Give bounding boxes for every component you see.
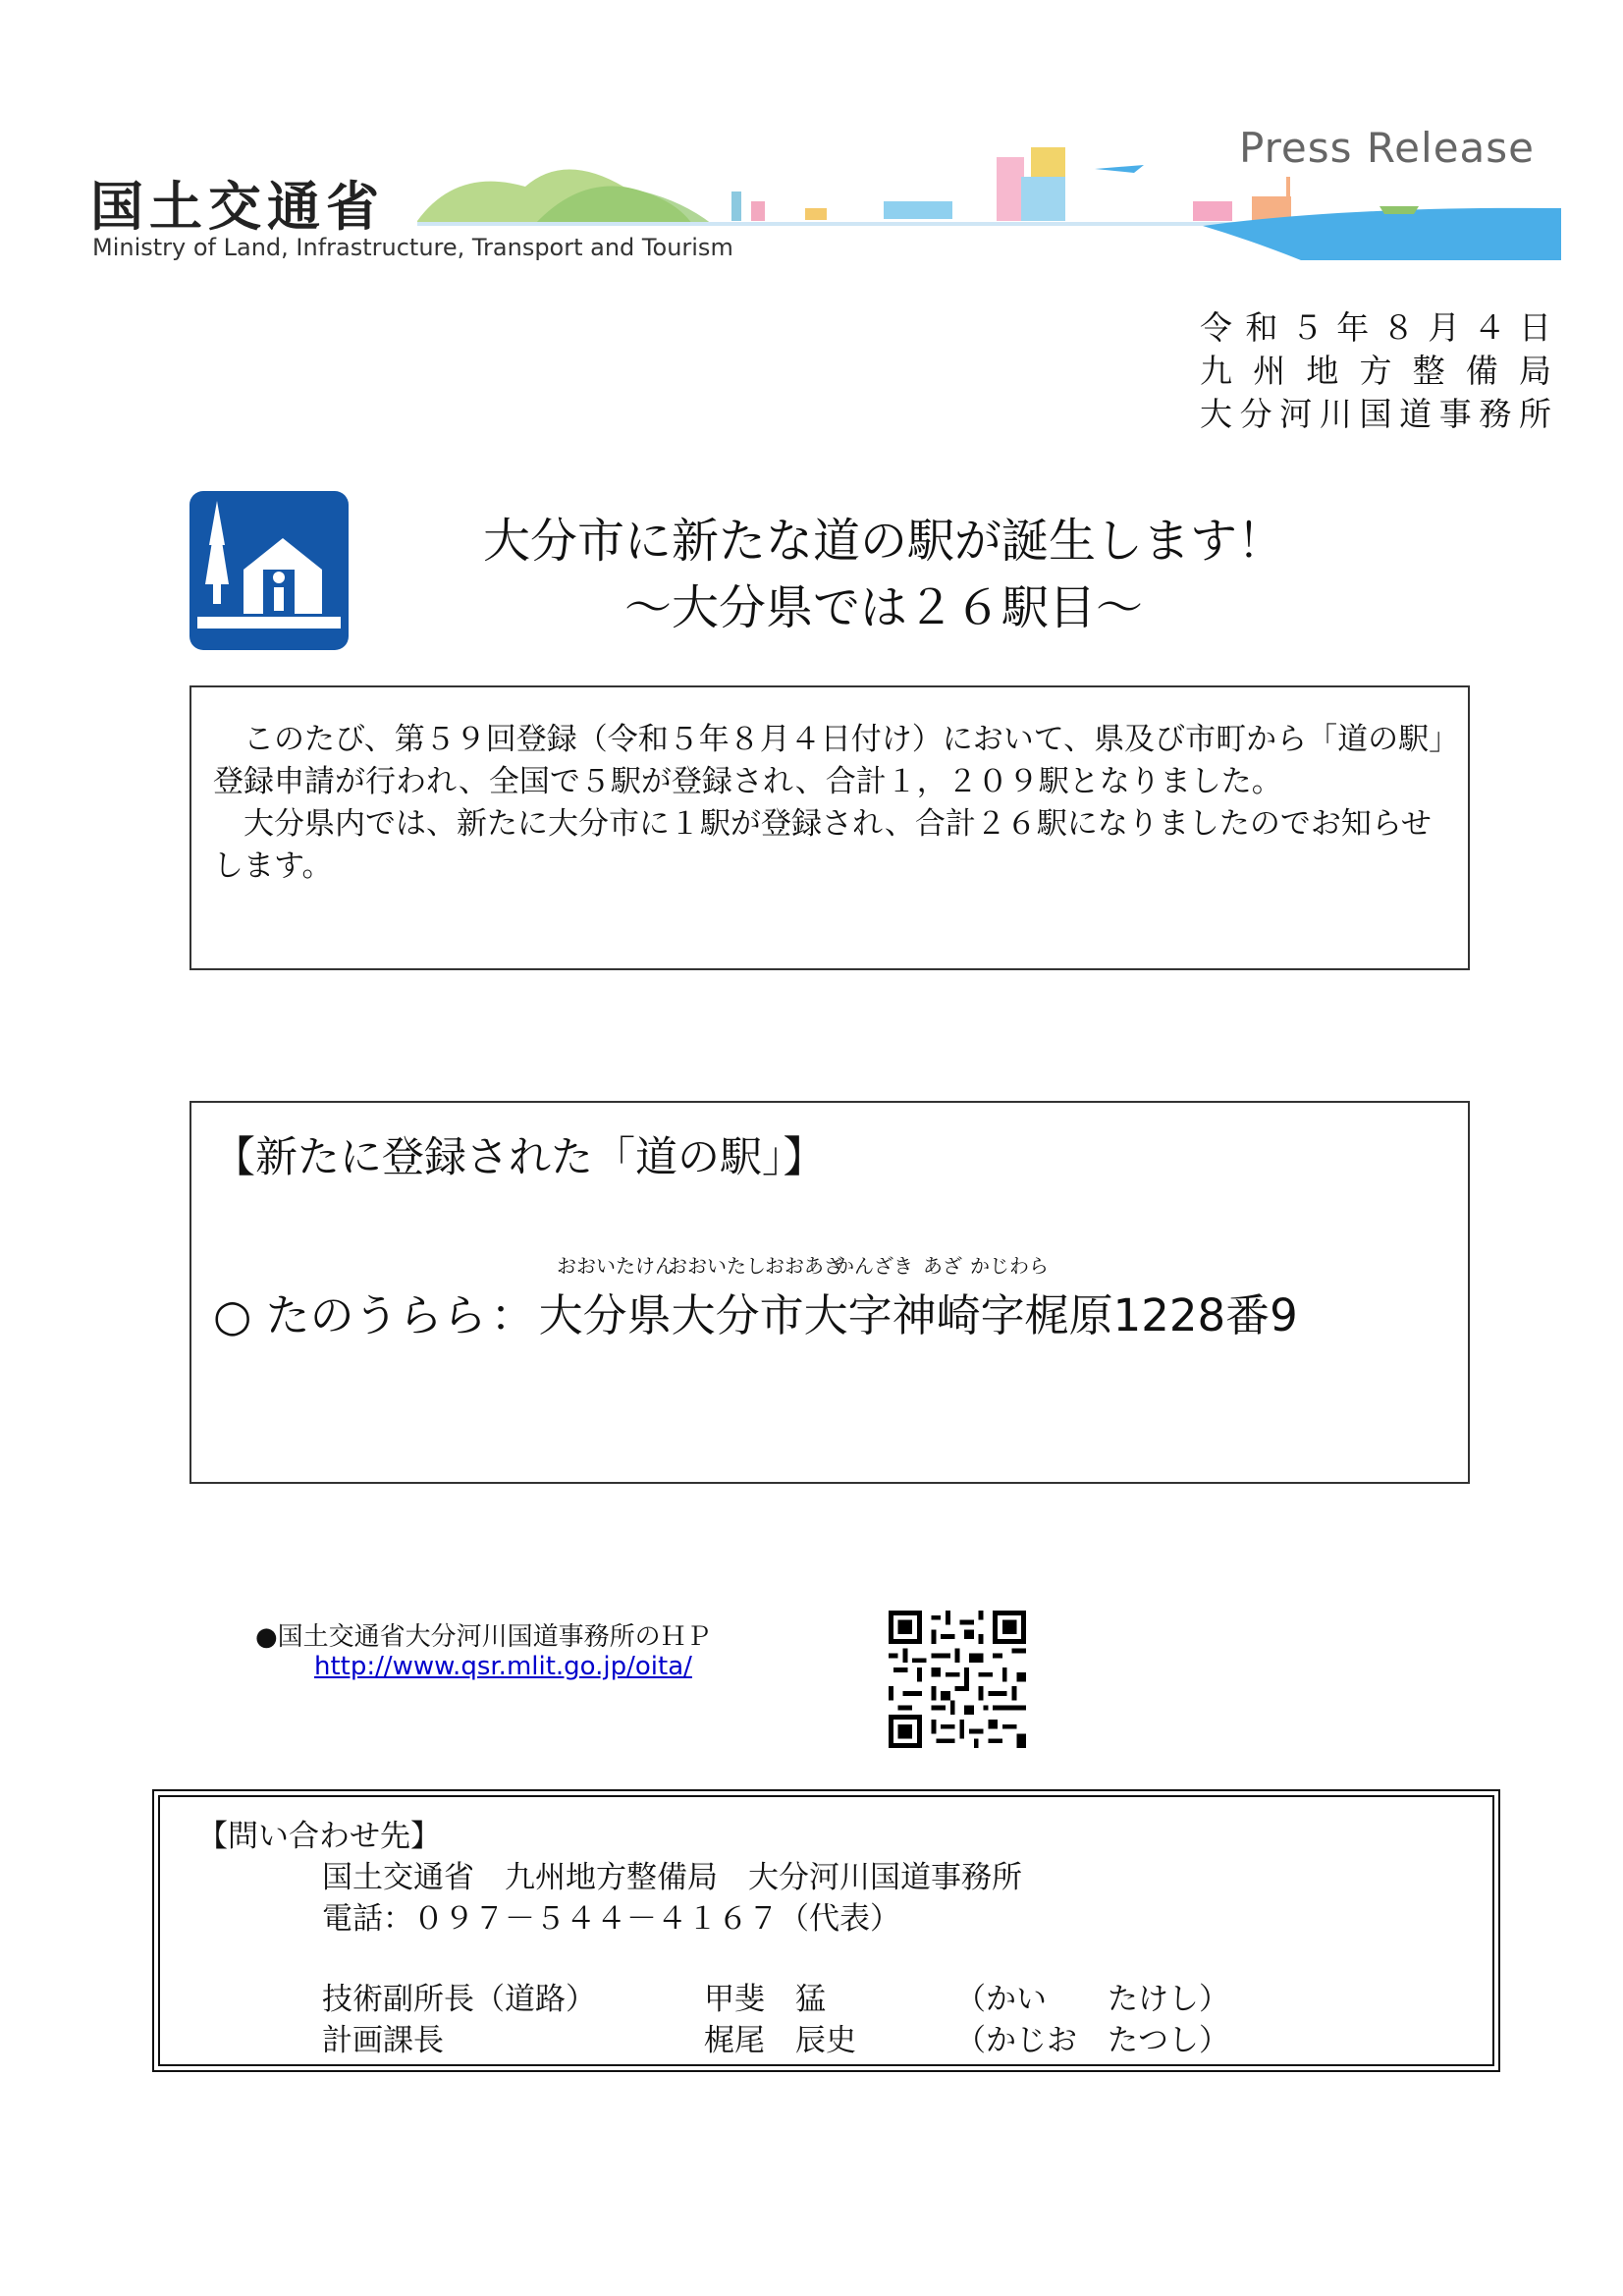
registered-heading: 【新たに登録された「道の駅」】 xyxy=(213,1133,826,1182)
station-separator: ： xyxy=(490,1289,535,1341)
summary-paragraph-2: 大分県内では、新たに大分市に１駅が登録され、合計２６駅になりましたのでお知らせします。 xyxy=(213,806,1432,884)
issuer-char: 所 xyxy=(1519,395,1551,433)
header-banner-illustration xyxy=(417,147,1561,260)
furigana-kajiwara: かじわら xyxy=(970,1254,1049,1278)
issuer-char: 整 xyxy=(1412,352,1445,390)
furigana-oita-ken: おおいたけん xyxy=(557,1254,675,1278)
issuer-char: 事 xyxy=(1438,395,1472,433)
summary-paragraph-1: このたび、第５９回登録（令和５年８月４日付け）において、県及び市町から「道の駅」登録申請が行われ、全国で５駅が登録され、合計１，２０９駅となりました。 xyxy=(213,722,1444,799)
contact-person-2-reading: （かじお たつし） xyxy=(955,2023,1229,2058)
issuer-block xyxy=(1200,306,1551,436)
issuer-char: 九 xyxy=(1200,352,1232,390)
issuer-char: ５ xyxy=(1290,308,1324,347)
issuer-char: 河 xyxy=(1279,395,1313,433)
issuer-char: 備 xyxy=(1465,352,1498,390)
issuer-char: 令 xyxy=(1200,308,1232,347)
issuer-char: 日 xyxy=(1518,308,1551,347)
furigana-kanzaki: かんざき xyxy=(835,1254,913,1278)
issuer-char: 道 xyxy=(1399,395,1433,433)
issuer-char: 州 xyxy=(1253,352,1286,390)
furigana-oita-shi: おおいたし xyxy=(668,1254,766,1278)
contact-box-inner-frame xyxy=(158,1795,1494,2066)
contact-box xyxy=(152,1789,1500,2072)
station-name: ○ たのうらら xyxy=(213,1289,487,1341)
headline-subtitle: ～大分県では２６駅目～ xyxy=(623,580,1143,635)
issuer-char: 大 xyxy=(1200,395,1232,433)
contact-heading: 【問い合わせ先】 xyxy=(197,1819,441,1854)
ministry-name-en: Ministry of Land, Infrastructure, Transport and Tourism xyxy=(92,234,733,261)
issuer-char: 分 xyxy=(1239,395,1272,433)
issuer-char: 国 xyxy=(1359,395,1392,433)
contact-person-1-name: 甲斐 猛 xyxy=(704,1982,826,2017)
homepage-label: ●国土交通省大分河川国道事務所のＨＰ xyxy=(255,1622,712,1652)
contact-telephone: 電話：０９７－５４４－４１６７（代表） xyxy=(322,1901,900,1937)
press-release-label: Press Release xyxy=(1239,124,1535,172)
station-address: 大分県大分市大字神崎字梶原1228番9 xyxy=(538,1289,1298,1341)
issuer-char: 方 xyxy=(1359,352,1392,390)
registered-station-box xyxy=(189,1101,1470,1484)
station-entry xyxy=(213,1280,1298,1343)
issuer-char: 年 xyxy=(1336,308,1370,347)
issuer-char: 月 xyxy=(1428,308,1461,347)
contact-person-1-title: 技術副所長（道路） xyxy=(322,1982,596,2017)
issuer-char: 地 xyxy=(1306,352,1339,390)
michi-no-eki-icon xyxy=(189,491,349,650)
issuer-char: ８ xyxy=(1381,308,1415,347)
issuer-char: 務 xyxy=(1479,395,1512,433)
ministry-name-jp: 国土交通省 xyxy=(90,176,385,238)
furigana-oaza: おおあざ xyxy=(765,1254,843,1278)
homepage-link[interactable]: http://www.qsr.mlit.go.jp/oita/ xyxy=(314,1652,692,1681)
issuer-char: 局 xyxy=(1518,352,1551,390)
summary-box xyxy=(189,685,1470,970)
contact-person-1-reading: （かい たけし） xyxy=(955,1982,1229,2017)
contact-person-2-title: 計画課長 xyxy=(322,2023,444,2058)
issue-date xyxy=(1200,306,1551,350)
qr-code[interactable] xyxy=(889,1611,1026,1748)
issuer-char: ４ xyxy=(1473,308,1506,347)
contact-organization: 国土交通省 九州地方整備局 大分河川国道事務所 xyxy=(322,1860,1022,1895)
issuing-office xyxy=(1200,393,1551,436)
contact-person-2-name: 梶尾 辰史 xyxy=(704,2023,856,2058)
issuer-char: 川 xyxy=(1319,395,1352,433)
headline-title: 大分市に新たな道の駅が誕生します！ xyxy=(482,514,1284,569)
furigana-aza: あざ xyxy=(923,1254,962,1278)
issuer-char: 和 xyxy=(1245,308,1278,347)
issuing-bureau xyxy=(1200,350,1551,393)
